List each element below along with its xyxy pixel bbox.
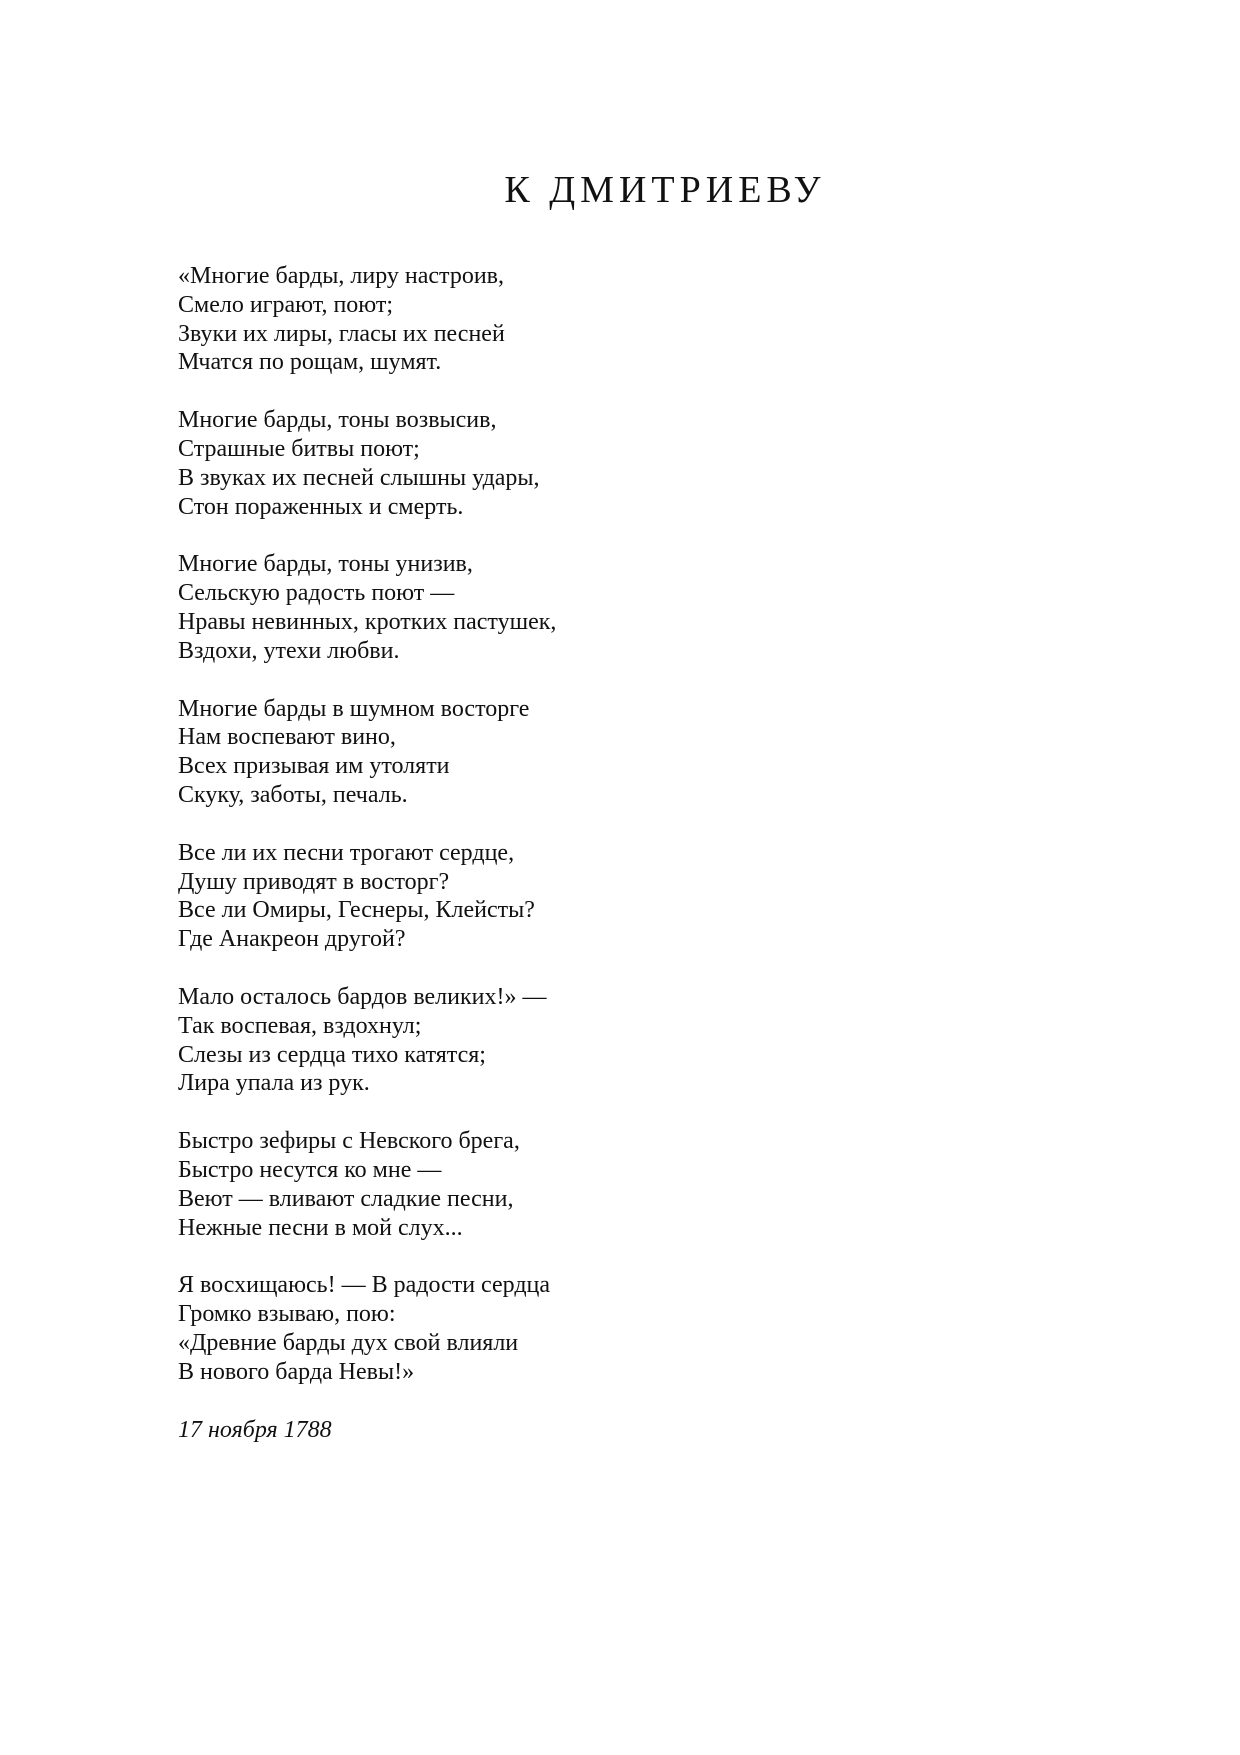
poem-line: Многие барды в шумном восторге xyxy=(178,695,530,722)
stanza xyxy=(178,839,978,954)
poem-line: Стон пораженных и смерть. xyxy=(178,493,464,520)
stanza xyxy=(178,406,978,521)
poem-line: «Древние барды дух свой влияли xyxy=(178,1329,519,1356)
poem-line: Многие барды, тоны унизив, xyxy=(178,551,473,578)
poem-line: Нежные песни в мой слух... xyxy=(178,1214,463,1241)
poem-line: Слезы из сердца тихо катятся; xyxy=(178,1041,486,1068)
poem-line: Вздохи, утехи любви. xyxy=(178,637,400,664)
poem-line: Смело играют, поют; xyxy=(178,291,394,318)
poem-line: Всех призывая им утоляти xyxy=(178,753,450,780)
poem-line: Душу приводят в восторг? xyxy=(178,868,450,895)
poem-line: Где Анакреон другой? xyxy=(178,926,406,953)
poem-line: В нового барда Невы!» xyxy=(178,1358,415,1385)
stanza xyxy=(178,1127,978,1242)
poem-line: Нравы невинных, кротких пастушек, xyxy=(178,608,557,635)
poem-line: Веют — вливают сладкие песни, xyxy=(178,1185,514,1212)
poem-line: Лира упала из рук. xyxy=(178,1070,370,1097)
poem-line: «Многие барды, лиру настроив, xyxy=(178,263,505,289)
poem-line: Сельскую радость поют — xyxy=(178,580,455,607)
poem-line: В звуках их песней слышны удары, xyxy=(178,464,540,491)
poem-line: Быстро зефиры с Невского брега, xyxy=(178,1128,520,1155)
poem-line: Громко взываю, пою: xyxy=(178,1301,396,1328)
stanza xyxy=(178,695,978,810)
poem-line: Мало осталось бардов великих!» — xyxy=(178,983,547,1010)
stanza xyxy=(178,550,978,665)
stanza xyxy=(178,983,978,1098)
poem-line: Быстро несутся ко мне — xyxy=(178,1156,442,1183)
poem-date: 17 ноября 1788 xyxy=(178,1416,332,1443)
poem-line: Звуки их лиры, гласы их песней xyxy=(178,320,505,347)
stanza xyxy=(178,262,978,377)
stanza xyxy=(178,1271,978,1386)
poem-line: Я восхищаюсь! — В радости сердца xyxy=(178,1272,551,1299)
poem-title: К ДМИТРИЕВУ xyxy=(504,169,826,211)
poem-line: Многие барды, тоны возвысив, xyxy=(178,407,497,434)
poem-line: Нам воспевают вино, xyxy=(178,724,396,751)
poem-line: Страшные битвы поют; xyxy=(178,435,420,462)
poem-body xyxy=(178,262,978,1444)
poem-line: Скуку, заботы, печаль. xyxy=(178,781,408,808)
poem-line: Все ли их песни трогают сердце, xyxy=(178,839,515,866)
poem-line: Все ли Омиры, Геснеры, Клейсты? xyxy=(178,897,535,924)
poem-line: Мчатся по рощам, шумят. xyxy=(178,349,442,376)
poem-line: Так воспевая, вздохнул; xyxy=(178,1012,422,1039)
